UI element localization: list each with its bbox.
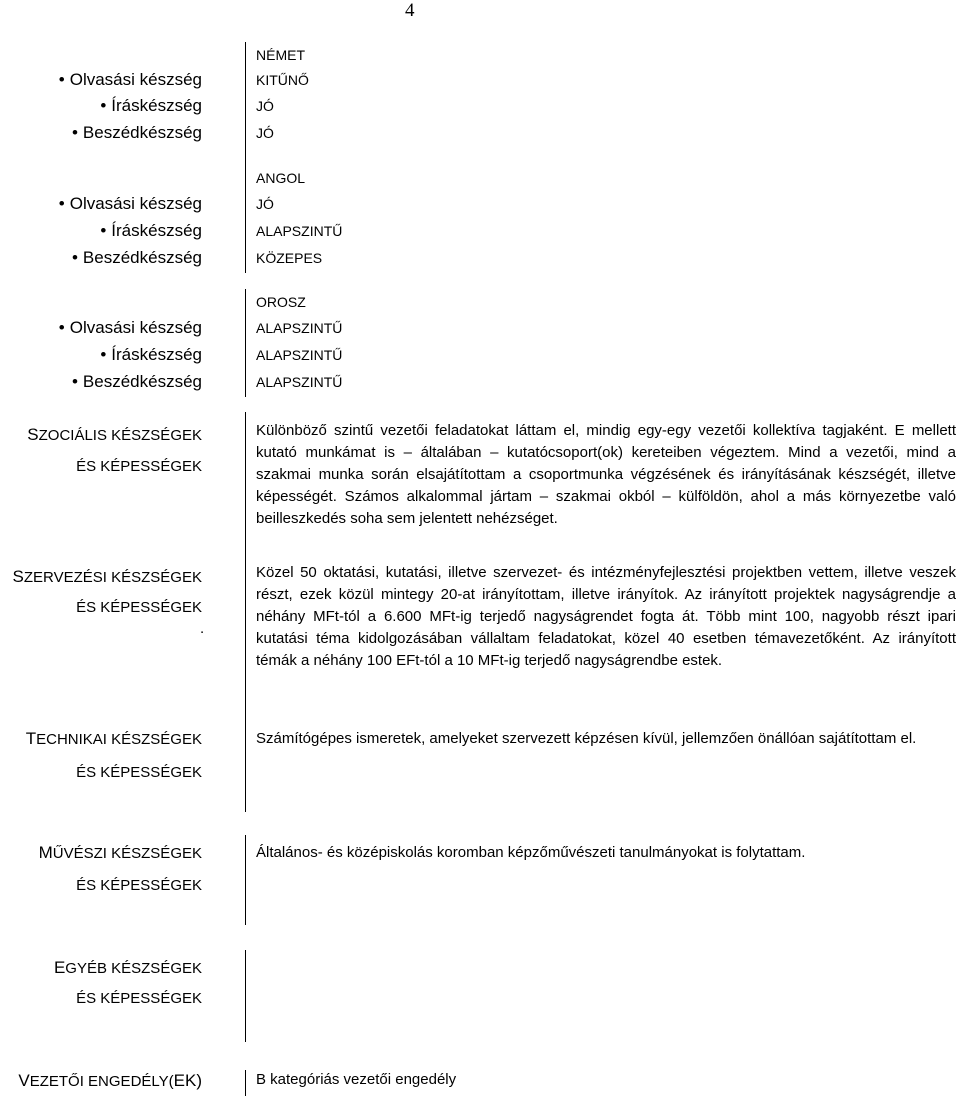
section-heading-line2: ÉS KÉPESSÉGEK: [76, 990, 202, 1007]
section-heading-line2: ÉS KÉPESSÉGEK: [76, 877, 202, 894]
bullet-icon: •: [71, 372, 78, 391]
skill-level: ALAPSZINTŰ: [256, 347, 343, 363]
section-heading: EGYÉB KÉSZSÉGEK: [53, 958, 202, 977]
column-divider: [245, 42, 246, 273]
skill-label-speaking: • Beszédkészség: [71, 248, 202, 267]
bullet-icon: •: [100, 345, 107, 364]
skill-label-reading: • Olvasási készség: [58, 318, 202, 337]
bullet-icon: •: [71, 123, 78, 142]
skill-level: ALAPSZINTŰ: [256, 223, 343, 239]
skill-label-writing: • Íráskészség: [100, 221, 202, 240]
section-text: Közel 50 oktatási, kutatási, illetve szervezet- és intézményfejlesztési projektben vettem, illetve veszek részt, ezek közül mintegy 20-at irányítottam, illetve irányítok. Az irányított projektek nagyságrendje a néhány MFt-tól a 6.600 MFt-ig terjedő nagyságrendet fogta át. Több mint 100, nagyobb részt ipari kutatási téma kidolgozásában vállaltam feladatokat, közel 40 esetben témavezetőként. Az irányított témák a néhány 100 EFt-tól a 10 MFt-ig terjedő nagyságrendbe estek.: [256, 564, 956, 669]
column-divider: [245, 289, 246, 397]
skill-label-speaking: • Beszédkészség: [71, 372, 202, 391]
section-heading-line2: ÉS KÉPESSÉGEK: [76, 599, 202, 616]
section-heading: SZOCIÁLIS KÉSZSÉGEK: [27, 425, 202, 444]
skill-level: KÖZEPES: [256, 250, 323, 266]
column-divider: [245, 1070, 246, 1096]
section-text: Számítógépes ismeretek, amelyeket szervezett képzésen kívül, jellemzően önállóan sajátítottam el.: [256, 730, 917, 747]
skill-label-writing: • Íráskészség: [100, 96, 202, 115]
section-heading: TECHNIKAI KÉSZSÉGEK: [25, 729, 202, 748]
skill-level: ALAPSZINTŰ: [256, 374, 343, 390]
section-heading-line2: ÉS KÉPESSÉGEK: [76, 458, 202, 475]
skill-label-speaking: • Beszédkészség: [71, 123, 202, 142]
bullet-icon: •: [58, 318, 65, 337]
section-heading: VEZETŐI ENGEDÉLY(EK): [18, 1071, 202, 1090]
section-heading: SZERVEZÉSI KÉSZSÉGEK: [12, 567, 202, 586]
section-text: Általános- és középiskolás koromban képzőművészeti tanulmányokat is folytattam.: [256, 844, 806, 861]
language-name: NÉMET: [256, 47, 305, 63]
section-text: B kategóriás vezetői engedély: [256, 1071, 457, 1088]
bullet-icon: •: [58, 70, 65, 89]
skill-label-reading: • Olvasási készség: [58, 194, 202, 213]
language-name: OROSZ: [256, 294, 306, 310]
bullet-icon: •: [71, 248, 78, 267]
skill-label-reading: • Olvasási készség: [58, 70, 202, 89]
skill-level: KITŰNŐ: [256, 72, 309, 88]
skill-level: ALAPSZINTŰ: [256, 320, 343, 336]
section-heading: MŰVÉSZI KÉSZSÉGEK: [38, 843, 202, 862]
section-text: Különböző szintű vezetői feladatokat láttam el, mindig egy-egy vezetői kollektíva tagjaként. E mellett kutató munkámat is – általában – kutatócsoport(ok) kereteiben végeztem. Mind a vezetői, mind a szakmai munka során elsajátítottam a csoportmunka végzésének és irányításának készségét, illetve képességét. Számos alkalommal jártam – szakmai okból – külföldön, ahol a más környezetbe való beilleszkedés soha sem jelentett nehézséget.: [256, 422, 956, 527]
bullet-icon: •: [58, 194, 65, 213]
stray-dot: .: [200, 620, 205, 637]
skill-level: JÓ: [256, 125, 274, 141]
bullet-icon: •: [100, 221, 107, 240]
page-number: 4: [405, 0, 415, 21]
language-name: ANGOL: [256, 170, 306, 186]
skill-level: JÓ: [256, 196, 274, 212]
column-divider: [245, 950, 246, 1042]
bullet-icon: •: [100, 96, 107, 115]
skill-label-writing: • Íráskészség: [100, 345, 202, 364]
skill-level: JÓ: [256, 98, 274, 114]
column-divider: [245, 835, 246, 925]
column-divider: [245, 412, 246, 812]
section-heading-line2: ÉS KÉPESSÉGEK: [76, 764, 202, 781]
